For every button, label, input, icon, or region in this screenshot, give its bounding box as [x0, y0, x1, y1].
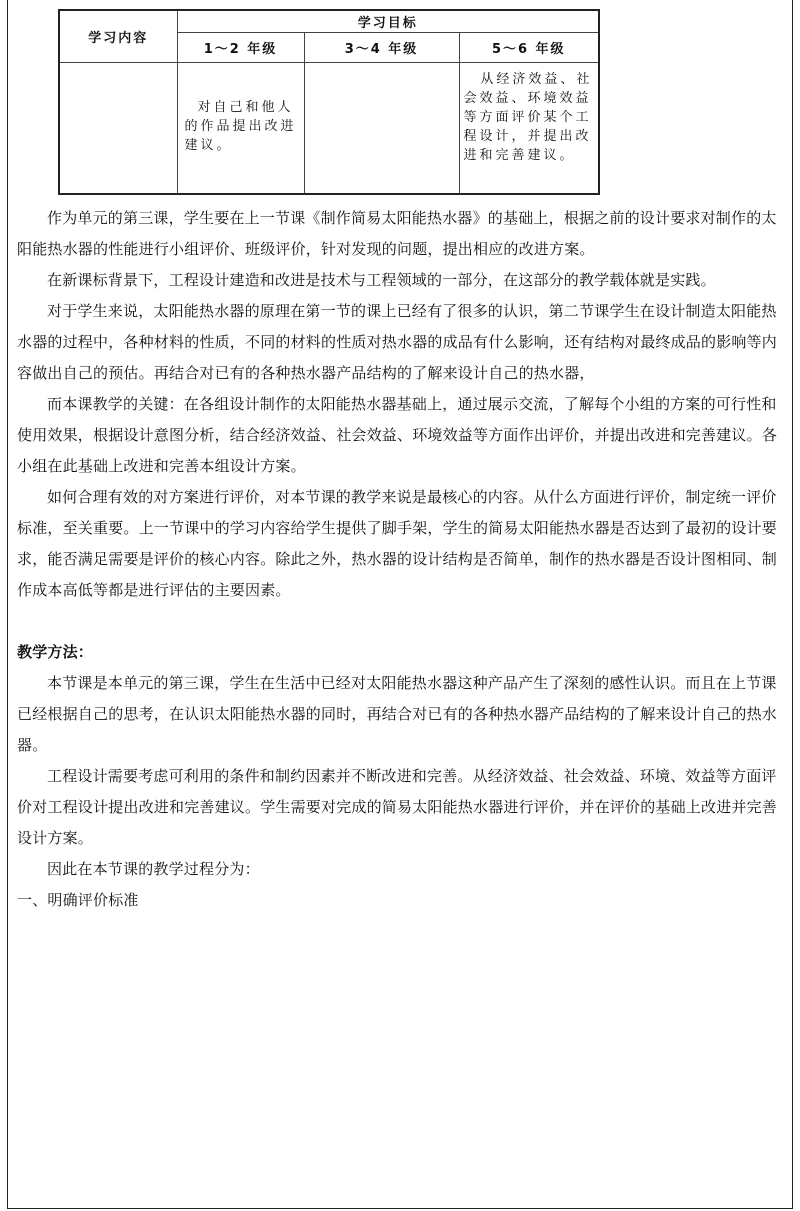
paragraph-curriculum: 在新课标背景下，工程设计建造和改进是技术与工程领域的一部分，在这部分的教学载体就是实践。: [47, 271, 716, 289]
paragraph-method-2: 工程设计需要考虑可利用的条件和制约因素并不断改进和完善。从经济效益、社会效益、环境、效益等方面评价对工程设计提出改进和完善建议。学生需要对完成的简易太阳能热水器进行评价，并在评价的基础上改进并完善设计方案。: [17, 767, 778, 847]
goal-cell-grade-3-4: [304, 62, 459, 194]
learning-goals-table: [58, 9, 600, 195]
header-learning-goal: 学习目标: [177, 10, 599, 32]
goal-cell-grade-1-2: 对自己和他人的作品提出改进建议。: [184, 99, 297, 153]
body-text: [17, 203, 787, 916]
goal-cell-grade-5-6: 从经济效益、社会效益、环境效益等方面评价某个工程设计，并提出改进和完善建议。: [463, 71, 593, 163]
teaching-method-heading: 教学方法：: [17, 643, 94, 661]
paragraph-method-1: 本节课是本单元的第三课，学生在生活中已经对太阳能热水器这种产品产生了深刻的感性认识。而且在上节课已经根据自己的思考，在认识太阳能热水器的同时，再结合对已有的各种热水器产品结构的了解来设计自己的热水器。: [17, 674, 778, 754]
header-grade-1-2: 1～2 年级: [177, 32, 304, 62]
header-learning-content: 学习内容: [59, 10, 177, 62]
paragraph-key-point: 而本课教学的关键：在各组设计制作的太阳能热水器基础上，通过展示交流，了解每个小组的方案的可行性和使用效果，根据设计意图分析，结合经济效益、社会效益、环境效益等方面作出评价，并提出改进和完善建议。各小组在此基础上改进和完善本组设计方案。: [17, 395, 778, 475]
paragraph-method-3: 因此在本节课的教学过程分为：: [47, 860, 260, 878]
paragraph-prior-knowledge: 对于学生来说，太阳能热水器的原理在第一节的课上已经有了很多的认识，第二节课学生在设计制造太阳能热水器的过程中，各种材料的性质，不同的材料的性质对热水器的成品有什么影响，还有结构对最终成品的影响等内容做出自己的预估。再结合对已有的各种热水器产品结构的了解来设计自己的热水器，: [17, 302, 778, 382]
paragraph-intro: 作为单元的第三课，学生要在上一节课《制作简易太阳能热水器》的基础上，根据之前的设计要求对制作的太阳能热水器的性能进行小组评价、班级评价，针对发现的问题，提出相应的改进方案。: [17, 209, 777, 258]
header-grade-3-4: 3～4 年级: [304, 32, 459, 62]
paragraph-evaluation: 如何合理有效的对方案进行评价，对本节课的教学来说是最核心的内容。从什么方面进行评价，制定统一评价标准，至关重要。上一节课中的学习内容给学生提供了脚手架，学生的简易太阳能热水器是否达到了最初的设计要求，能否满足需要是评价的核心内容。除此之外，热水器的设计结构是否简单，制作的热水器是否设计图相同、制作成本高低等都是进行评估的主要因素。: [17, 488, 778, 599]
step-one: 一、明确评价标准: [17, 891, 139, 909]
content-cell: [59, 62, 177, 194]
header-grade-5-6: 5～6 年级: [459, 32, 599, 62]
